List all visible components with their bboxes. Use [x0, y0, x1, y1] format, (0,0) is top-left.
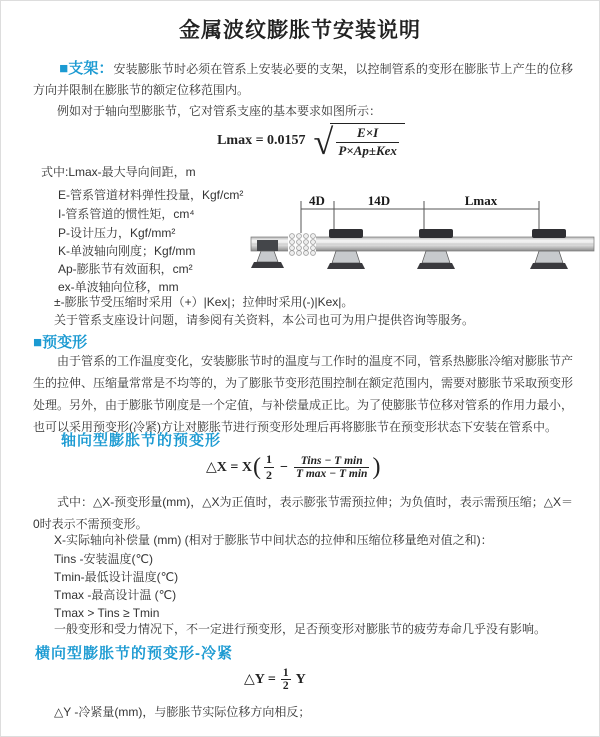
- support-example-line: 例如对于轴向型膨胀节，它对管系支座的基本要求如图所示：: [57, 104, 382, 118]
- temperature-fraction-numerator: Tins − T min: [300, 455, 363, 467]
- section-square-icon: ■: [33, 334, 43, 351]
- lmax-formula-lhs: Lmax = 0.0157: [217, 133, 306, 148]
- bellows-icon: [288, 233, 316, 255]
- lmax-formula: [1, 122, 600, 162]
- left-paren: (: [252, 454, 261, 480]
- predeform-section-heading: [33, 331, 87, 352]
- lmax-fraction: [336, 125, 399, 159]
- lateral-half-numerator: 1: [282, 667, 289, 679]
- half-numerator: 1: [265, 452, 272, 466]
- axial-item-x: X-实际轴向补偿量 (mm) (相对于膨胀节中间状态的拉伸和压缩位移量绝对值之和)：: [54, 533, 493, 547]
- page-title: 金属波纹膨胀节安装说明: [179, 19, 421, 42]
- radical-sign-icon: √: [313, 122, 334, 162]
- axial-item-tmax: Tmax -最高设计温 (℃): [54, 588, 177, 602]
- dim-label-4d: 4D: [309, 193, 325, 208]
- note-plus-minus: ±-膨胀节受压缩时采用（+）|Kex|；拉伸时采用(-)|Kex|。: [54, 295, 354, 309]
- pipe-support-diagram: [249, 193, 596, 275]
- support-section-label: 支架：: [68, 60, 114, 77]
- lateral-formula-lhs: △Y =: [244, 672, 276, 687]
- lateral-formula: [244, 667, 306, 692]
- axial-item-tins: Tins -安装温度(℃): [54, 552, 154, 566]
- temperature-fraction: [294, 455, 370, 480]
- def-item-e: E-管系管道材料弹性投量，Kgf/cm²: [58, 188, 244, 202]
- half-denominator: 2: [265, 468, 272, 482]
- support-paragraph: [33, 58, 573, 101]
- def-item-k: K-单波轴向刚度；Kgf/mm: [58, 244, 196, 258]
- axial-item-general-note: 一般变形和受力情况下，不一定进行预变形，足否预变形对膨胀节的疲劳寿命几乎没有影响。: [54, 622, 547, 636]
- lmax-fraction-denominator: P×Ap±Kex: [338, 143, 397, 158]
- def-item-ex: ex-单波轴向位移，mm: [58, 280, 179, 294]
- lateral-explain: △Y -冷紧量(mm)，与膨胀节实际位移方向相反；: [54, 705, 311, 719]
- lateral-formula-rhs: Y: [295, 671, 306, 687]
- axial-formula: [206, 452, 381, 483]
- support-body-text: 安装膨胀节时必须在管系上安装必要的支架，以控制管系的变形在膨胀节上产生的位移方向并限制在膨胀节的额定位移范围内。: [33, 62, 573, 97]
- defs-head: 式中:Lmax-最大导向间距，m: [41, 165, 196, 179]
- axial-item-inequality: Tmax > Tins ≥ Tmin: [54, 606, 160, 620]
- minus-sign: −: [279, 459, 288, 475]
- note-service: 关于管系支座设计问题，请参阅有关资料，本公司也可为用户提供咨询等服务。: [54, 313, 475, 327]
- predeform-body: 由于管系的工作温度变化，安装膨胀节时的温度与工作时的温度不同，管系热膨胀冷缩对膨胀节产生的拉伸、压缩量常常是不均等的，为了膨胀节变形范围控制在额定范围内，需要对膨胀节采取预变形处理。另外，由于膨胀节刚度是一个定值，与补偿量成正比。为了使膨胀节位移对管系的作用力最小，也可以采用预变形(冷紧)方让对膨胀节进行预变形处理后再将膨胀节在预变形状态下安装在管系中。: [33, 354, 574, 434]
- lateral-heading: 横向型膨胀节的预变形-冷紧: [35, 645, 233, 662]
- sqrt-body: [330, 123, 405, 159]
- def-item-ap: Ap-膨胀节有效面积，cm²: [58, 262, 193, 276]
- def-item-i: I-管系管道的惯性矩，cm⁴: [58, 207, 195, 221]
- axial-explain: 式中：△X-预变形量(mm)，△X为正值时，表示膨张节需预拉伸；为负值时，表示需预压缩；△X＝0时表示不需预变形。: [33, 495, 573, 531]
- support-section-marker: [59, 60, 114, 77]
- axial-item-tmin: Tmin-最低设计温度(℃): [54, 570, 179, 584]
- lateral-half-fraction: [281, 667, 291, 692]
- axial-formula-lhs: △X = X: [206, 460, 252, 475]
- section-square-icon: ■: [59, 60, 69, 77]
- dim-label-14d: 14D: [367, 193, 391, 208]
- sqrt-expression: [313, 122, 405, 162]
- predeform-section-label: 预变形: [42, 334, 88, 351]
- def-item-p: P-设计压力，Kgf/mm²: [58, 226, 176, 240]
- lateral-half-denominator: 2: [282, 680, 289, 692]
- one-half-fraction: [264, 452, 274, 483]
- dim-label-lmax: Lmax: [464, 193, 498, 208]
- axial-heading: 轴向型膨胀节的预变形: [61, 432, 222, 449]
- lmax-fraction-numerator: E×I: [357, 125, 379, 140]
- right-paren: ): [372, 454, 381, 480]
- temperature-fraction-denominator: T max − T min: [295, 468, 368, 480]
